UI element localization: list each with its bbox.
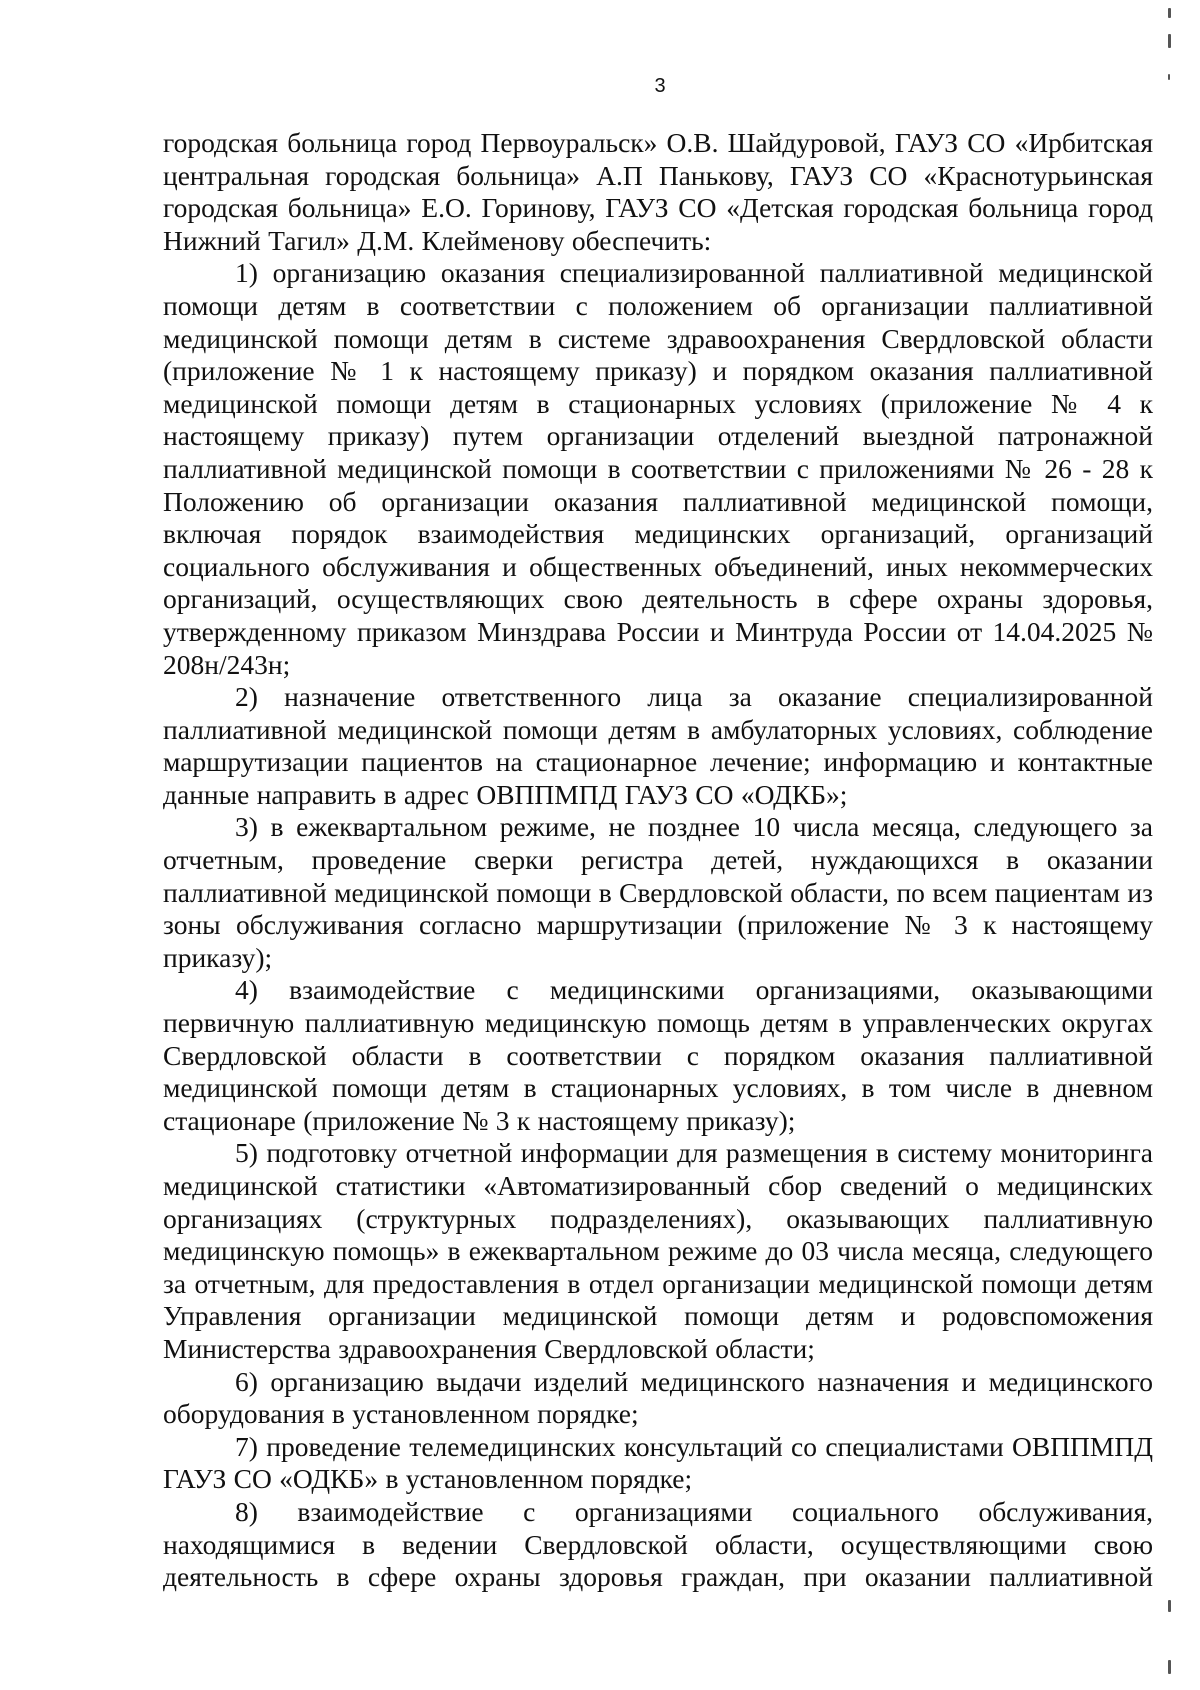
scan-margin-artifacts bbox=[1168, 0, 1188, 1690]
scan-artifact bbox=[1168, 1600, 1171, 1612]
document-body bbox=[163, 127, 1153, 1594]
paragraph-item-6: 6) организацию выдачи изделий медицинского назначения и медицинского оборудования в установленном порядке; bbox=[163, 1365, 1153, 1430]
scan-artifact bbox=[1168, 8, 1171, 18]
scan-artifact bbox=[1168, 1660, 1171, 1674]
paragraph-item-3: 3) в ежеквартальном режиме, не позднее 10 числа месяца, следующего за отчетным, проведение сверки регистра детей, нуждающихся в оказании паллиативной медицинской помощи в Свердловской области, по всем пациентам из зоны обслуживания согласно маршрутизации (приложение № 3 к настоящему приказу); bbox=[163, 811, 1153, 973]
scan-artifact bbox=[1168, 34, 1171, 48]
paragraph-item-8: 8) взаимодействие с организациями социального обслуживания, находящимися в ведении Свердловской области, осуществляющими свою деятельность в сфере охраны здоровья граждан, при оказании паллиативной bbox=[163, 1495, 1153, 1593]
scan-artifact bbox=[1168, 74, 1170, 80]
paragraph-item-7: 7) проведение телемедицинских консультаций со специалистами ОВППМПД ГАУЗ СО «ОДКБ» в установленном порядке; bbox=[163, 1430, 1153, 1495]
paragraph-item-2: 2) назначение ответственного лица за оказание специализированной паллиативной медицинской помощи детям в амбулаторных условиях, соблюдение маршрутизации пациентов на стационарное лечение; информацию и контактные данные направить в адрес ОВППМПД ГАУЗ СО «ОДКБ»; bbox=[163, 681, 1153, 810]
paragraph-item-4: 4) взаимодействие с медицинскими организациями, оказывающими первичную паллиативную медицинскую помощь детям в управленческих округах Свердловской области в соответствии с порядком оказания паллиативной медицинской помощи детям в стационарных условиях, в том числе в дневном стационаре (приложение № 3 к настоящему приказу); bbox=[163, 974, 1153, 1136]
page-number: 3 bbox=[654, 75, 666, 97]
paragraph-item-1: 1) организацию оказания специализированной паллиативной медицинской помощи детям в соответствии с положением об организации паллиативной медицинской помощи детям в системе здравоохранения Свердловской области (приложение № 1 к настоящему приказу) и порядком оказания паллиативной медицинской помощи детям в стационарных условиях (приложение № 4 к настоящему приказу) путем организации отделений выездной патронажной паллиативной медицинской помощи в соответствии с приложениями № 26 - 28 к Положению об организации оказания паллиативной медицинской помощи, включая порядок взаимодействия медицинских организаций, организаций социального обслуживания и общественных объединений, иных некоммерческих организаций, осуществляющих свою деятельность в сфере охраны здоровья, утвержденному приказом Минздрава России и Минтруда России от 14.04.2025 № 208н/243н; bbox=[163, 257, 1153, 680]
paragraph-intro: городская больница город Первоуральск» О.В. Шайдуровой, ГАУЗ СО «Ирбитская центральная городская больница» А.П Панькову, ГАУЗ СО «Краснотурьинская городская больница» Е.О. Горинову, ГАУЗ СО «Детская городская больница город Нижний Тагил» Д.М. Клейменову обеспечить: bbox=[163, 127, 1153, 256]
paragraph-item-5: 5) подготовку отчетной информации для размещения в систему мониторинга медицинской статистики «Автоматизированный сбор сведений о медицинских организациях (структурных подразделениях), оказывающих паллиативную медицинскую помощь» в ежеквартальном режиме до 03 числа месяца, следующего за отчетным, для предоставления в отдел организации медицинской помощи детям Управления организации медицинской помощи детям и родовспоможения Министерства здравоохранения Свердловской области; bbox=[163, 1137, 1153, 1364]
